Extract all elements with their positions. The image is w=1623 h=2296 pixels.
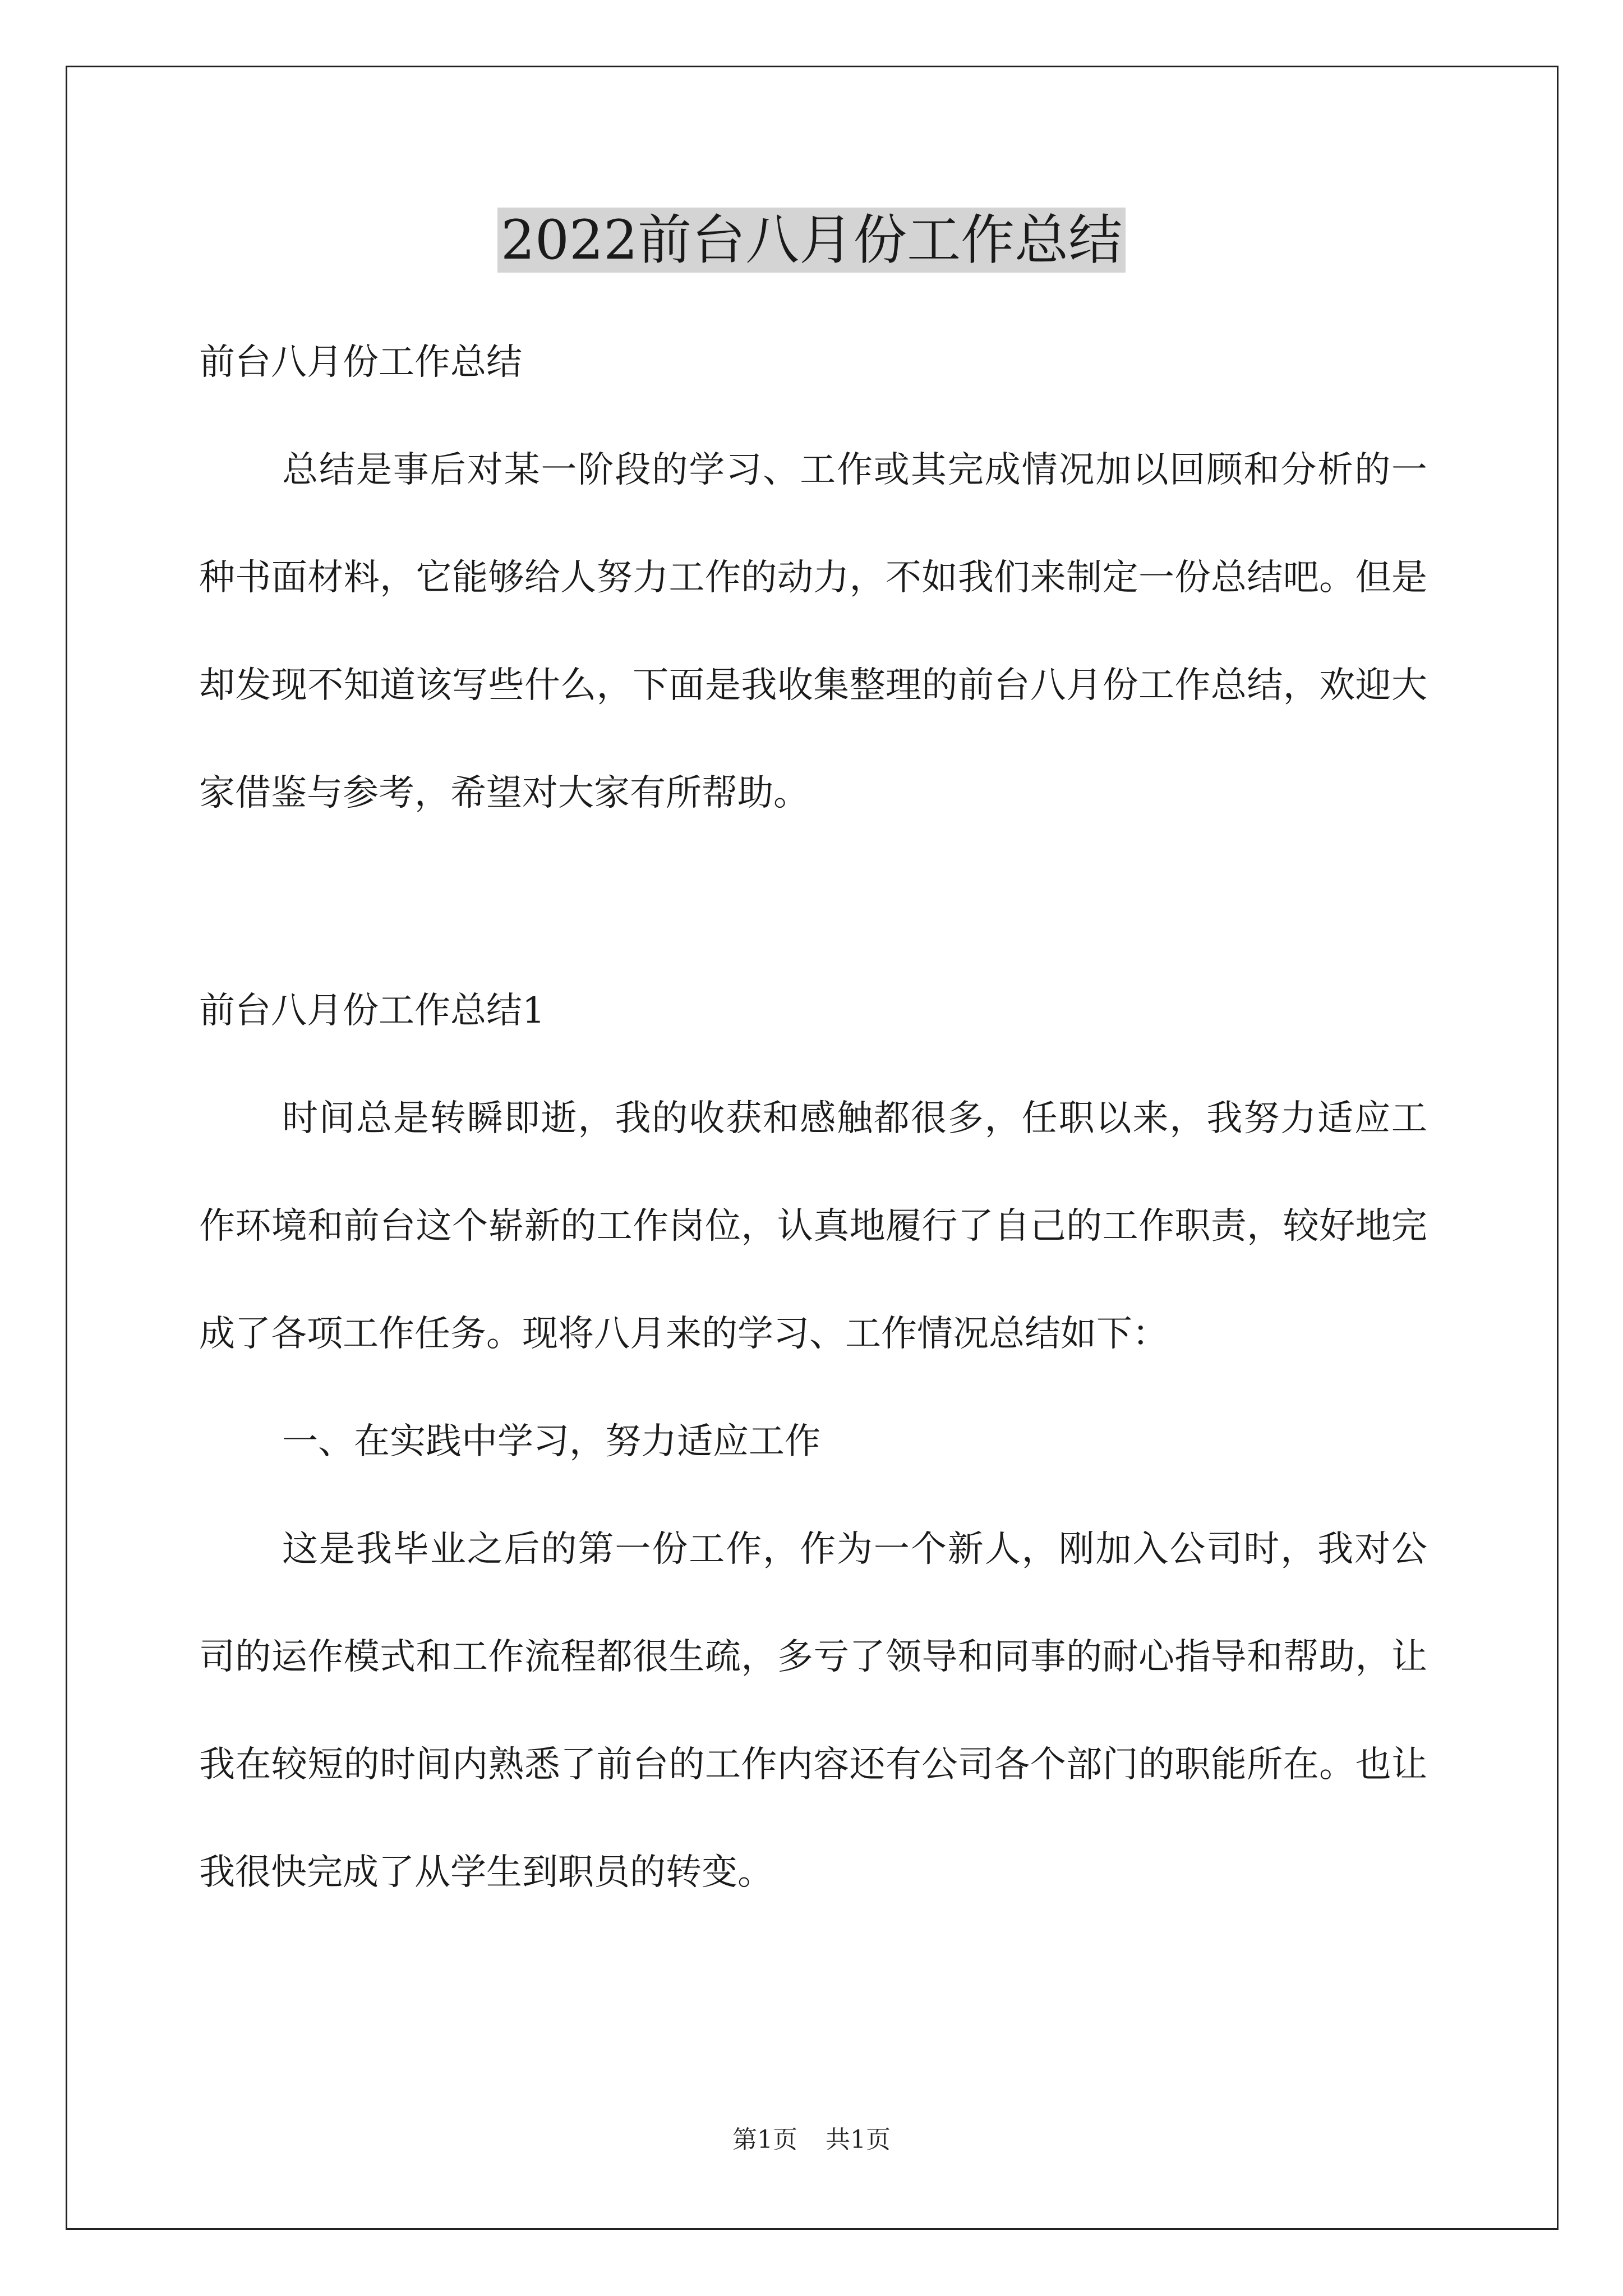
document-title xyxy=(0,203,1623,277)
page-footer xyxy=(0,2123,1623,2157)
section-1-point-1: 一、在实践中学习，努力适应工作 xyxy=(282,1421,820,1462)
subtitle-heading: 前台八月份工作总结 xyxy=(199,342,522,383)
document-body xyxy=(199,309,1427,1926)
section-spacer xyxy=(199,847,1427,957)
section-1-heading: 前台八月份工作总结1 xyxy=(199,990,545,1032)
page-number-total: 共1页 xyxy=(826,2125,891,2154)
document-title-text: 2022前台八月份工作总结 xyxy=(497,208,1126,273)
section-1-paragraph-2: 这是我毕业之后的第一份工作，作为一个新人，刚加入公司时，我对公司的运作模式和工作流程都很生疏，多亏了领导和同事的耐心指导和帮助，让我在较短的时间内熟悉了前台的工作内容还有公司各个部门的职能所在。也让我很快完成了从学生到职员的转变。 xyxy=(199,1529,1427,1893)
intro-paragraph: 总结是事后对某一阶段的学习、工作或其完成情况加以回顾和分析的一种书面材料，它能够给人努力工作的动力，不如我们来制定一份总结吧。但是却发现不知道该写些什么，下面是我收集整理的前台八月份工作总结，欢迎大家借鉴与参考，希望对大家有所帮助。 xyxy=(199,449,1427,814)
page-number-current: 第1页 xyxy=(732,2125,797,2154)
section-1-paragraph-1: 时间总是转瞬即逝，我的收获和感触都很多，任职以来，我努力适应工作环境和前台这个崭新的工作岗位，认真地履行了自己的工作职责，较好地完成了各项工作任务。现将八月来的学习、工作情况总结如下： xyxy=(199,1098,1427,1355)
